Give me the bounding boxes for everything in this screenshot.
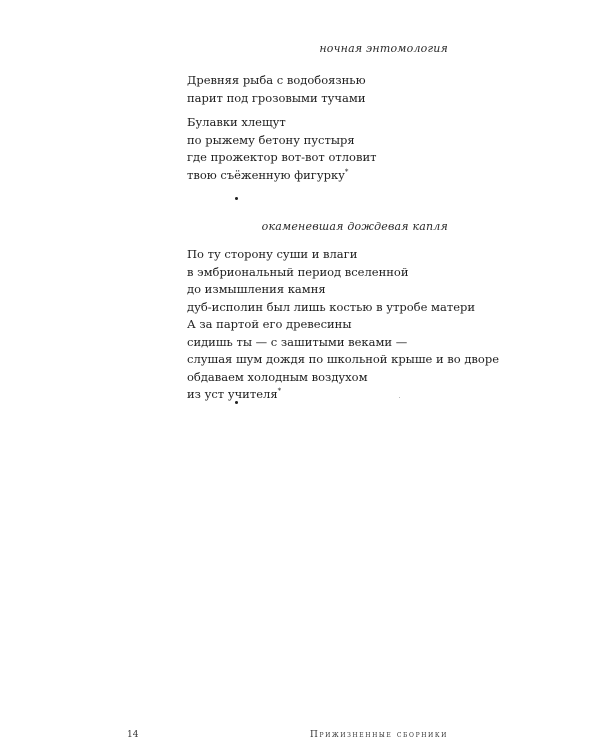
running-title: Прижизненные сборники [310,730,448,740]
poem-line: в эмбриональный период вселенной [187,264,409,279]
poem-line: Древняя рыба с водобоязнью [187,73,366,87]
poem-stanza [187,114,487,184]
page-number: 14 [127,730,139,740]
poem-line: парит под грозовыми тучами [187,90,366,105]
poem-line: дуб-исполин был лишь костью в утробе матери [187,299,476,314]
poem-stanza [187,246,499,404]
poem-line: слушая шум дождя по школьной крыше и во дворе [187,352,499,366]
section-separator-dot [235,197,238,200]
poem-line [187,386,487,404]
poem-line: Булавки хлещут [187,115,286,129]
poem-line: обдаваем холодным воздухом [187,369,368,384]
poem-line: по рыжему бетону пустыря [187,132,355,147]
poem-line-text: из уст учителя [187,387,278,401]
poem-line [187,167,487,185]
paper-speck [399,397,400,398]
poem-line: По ту сторону суши и влаги [187,247,358,261]
poem-line-text: твою съёженную фигурку [187,167,345,182]
poem-line: А за партой его древесины [187,317,352,331]
section-separator-dot [235,401,238,404]
poem-stanza [187,72,487,107]
poem-line: где прожектор вот-вот отловит [187,150,377,164]
footnote-asterisk: * [344,167,349,176]
poem-line: сидишь ты — с зашитыми веками — [187,334,408,349]
poem-title: окаменевшая дождевая капля [261,220,448,233]
poem-title: ночная энтомология [319,42,448,55]
footnote-asterisk: * [277,387,282,396]
poem-line: до измышления камня [187,282,326,296]
